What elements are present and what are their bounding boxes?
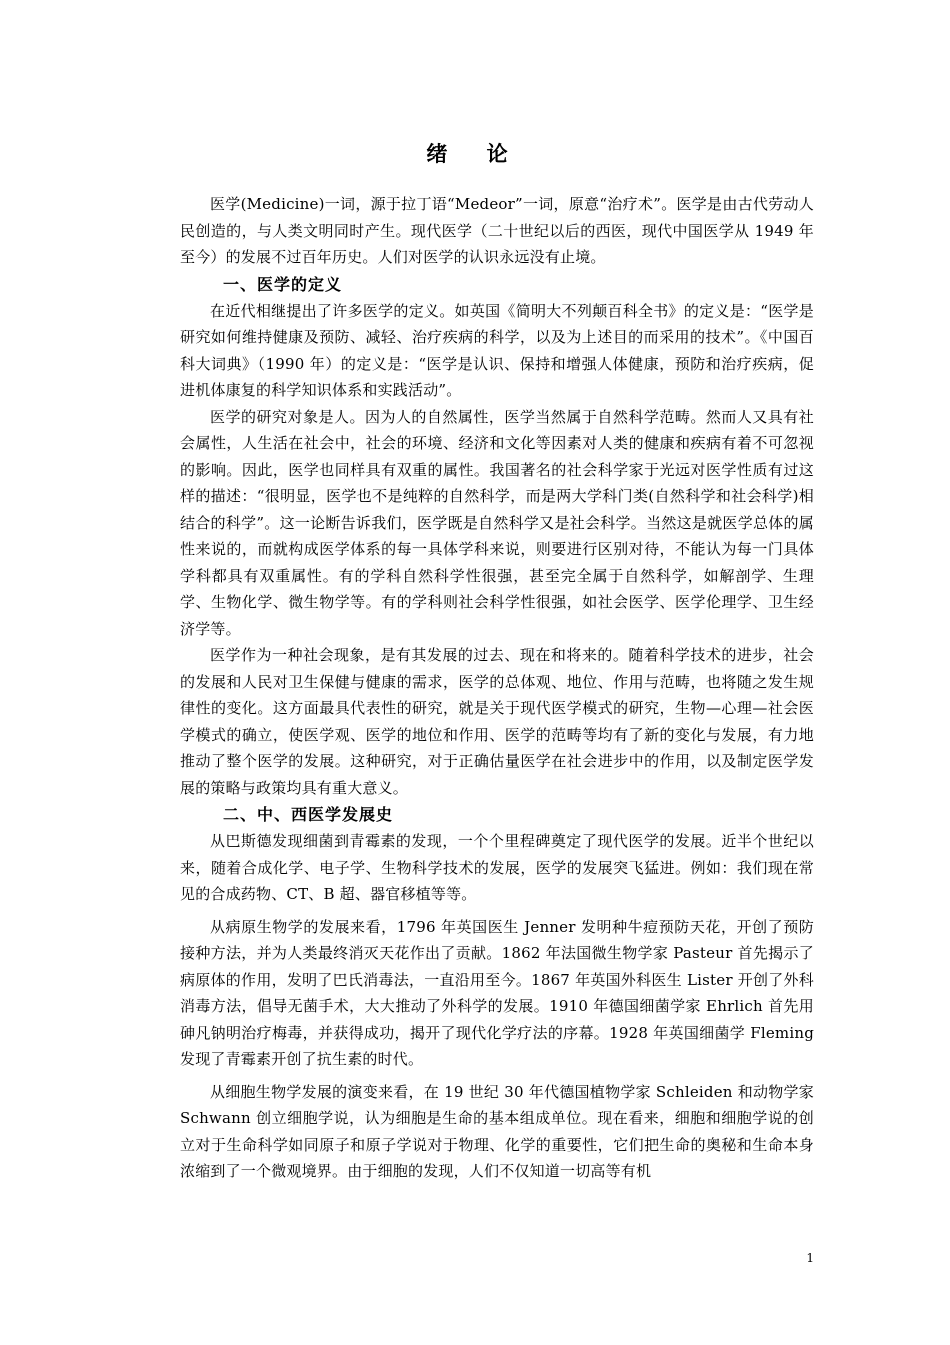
section-heading-definition: 一、医学的定义 [223, 274, 343, 294]
page-title: 绪 论 [426, 142, 524, 167]
paragraph-milestones: 从巴斯德发现细菌到青霉素的发现，一个个里程碑奠定了现代医学的发展。近半个世纪以来，随着合成化学、电子学、生物科学技术的发展，医学的发展突飞猛进。例如：我们现在常见的合成药物、CT、B 超、器官移植等等。 [180, 832, 814, 903]
paragraph-cell-biology: 从细胞生物学发展的演变来看，在 19 世纪 30 年代德国植物学家 Schleiden 和动物学家 Schwann 创立细胞学说，认为细胞是生命的基本组成单位。现在看来，细胞和细胞学说的创立对于生命科学如同原子和原子学说对于物理、化学的重要性，它们把生命的奥秘和生命本身浓缩到了一个微观境界。由于细胞的发现，人们不仅知道一切高等有机 [180, 1082, 814, 1180]
paragraph-research-object: 医学的研究对象是人。因为人的自然属性，医学当然属于自然科学范畴。然而人又具有社会属性，人生活在社会中，社会的环境、经济和文化等因素对人类的健康和疾病有着不可忽视的影响。因此，医学也同样具有双重的属性。我国著名的社会科学家于光远对医学性质有过这样的描述：“很明显，医学也不是纯粹的自然科学，而是两大学科门类(自然科学和社会科学)相结合的科学”。这一论断告诉我们，医学既是自然科学又是社会科学。当然这是就医学总体的属性来说的，而就构成医学体系的每一具体学科来说，则要进行区别对待，不能认为每一门具体学科都具有双重属性。有的学科自然科学性很强，甚至完全属于自然科学，如解剖学、生理学、生物化学、微生物学等。有的学科则社会科学性很强，如社会医学、医学伦理学、卫生经济学等。 [180, 407, 814, 638]
paragraph-definitions: 在近代相继提出了许多医学的定义。如英国《简明大不列颠百科全书》的定义是：“医学是研究如何维持健康及预防、减轻、治疗疾病的科学，以及为上述目的而采用的技术”。《中国百科大词典》（1990 年）的定义是：“医学是认识、保持和增强人体健康，预防和治疗疾病，促进机体康复的科学知识体系和实践活动”。 [180, 301, 814, 399]
section-heading-history: 二、中、西医学发展史 [223, 805, 394, 824]
paragraph-social-phenomenon: 医学作为一种社会现象，是有其发展的过去、现在和将来的。随着科学技术的进步，社会的发展和人民对卫生保健与健康的需求，医学的总体观、地位、作用与范畴，也将随之发生规律性的变化。这方面最具代表性的研究，就是关于现代医学模式的研究，生物—心理—社会医学模式的确立，使医学观、医学的地位和作用、医学的范畴等均有了新的变化与发展，有力地推动了整个医学的发展。这种研究，对于正确估量医学在社会进步中的作用，以及制定医学发展的策略与政策均具有重大意义。 [180, 646, 814, 797]
intro-paragraph: 医学(Medicine)一词，源于拉丁语“Medeor”一词，原意“治疗术”。医学是由古代劳动人民创造的，与人类文明同时产生。现代医学（二十世纪以后的西医，现代中国医学从 1949 年至今）的发展不过百年历史。人们对医学的认识永远没有止境。 [180, 195, 814, 266]
document-body [180, 191, 814, 1185]
paragraph-pathogen-biology: 从病原生物学的发展来看，1796 年英国医生 Jenner 发明种牛痘预防天花，开创了预防接种方法，并为人类最终消灭天花作出了贡献。1862 年法国微生物学家 Pasteur 首先揭示了病原体的作用，发明了巴氏消毒法，一直沿用至今。1867 年英国外科医生 Lister 开创了外科消毒方法，倡导无菌手术，大大推动了外科学的发展。1910 年德国细菌学家 Ehrlich 首先用砷凡钠明治疗梅毒，并获得成功，揭开了现代化学疗法的序幕。1928 年英国细菌学 Fleming 发现了青霉素开创了抗生素的时代。 [180, 917, 814, 1068]
page-number: 1 [806, 1251, 814, 1265]
